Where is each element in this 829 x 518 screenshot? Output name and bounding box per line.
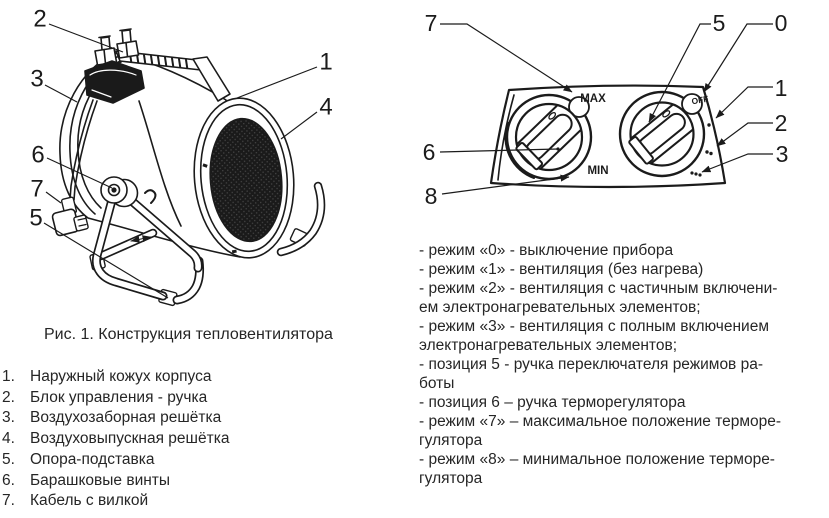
callout-5: 5 [29, 204, 43, 232]
thermostat-center-dot [556, 147, 559, 150]
parts-list-item: 6. Барашковые винты [2, 471, 171, 489]
callout-3: 3 [775, 141, 789, 167]
max-label: MAX [580, 93, 606, 105]
heater-drawing [52, 29, 321, 306]
note-line: - позиция 5 - ручка переключателя режимов ра- [419, 356, 764, 373]
note-line: гулятора [419, 432, 483, 449]
parts-list-item: 5. Опора-подставка [2, 450, 155, 468]
callout-2: 2 [774, 110, 788, 136]
note-line: - режим «3» - вентиляция с полным включением [419, 318, 769, 335]
mode-notes [419, 241, 825, 488]
callout-1: 1 [319, 48, 333, 76]
note-line: - режим «1» - вентиляция (без нагрева) [419, 261, 704, 278]
callout-2: 2 [33, 5, 47, 33]
parts-list-item: 7. Кабель с вилкой [2, 492, 149, 510]
note-line: электронагревательных элементов; [419, 337, 678, 354]
min-label: MIN [587, 165, 609, 177]
parts-list-item: 1. Наружный кожух корпуса [2, 368, 212, 385]
parts-list [2, 367, 229, 512]
note-line: - позиция 6 – ручка терморегулятора [419, 394, 686, 411]
note-line: ем электронагревательных элементов; [419, 299, 701, 316]
callout-6: 6 [31, 141, 45, 169]
callout-8: 8 [424, 183, 438, 209]
note-line: - режим «7» – максимальное положение терморе- [419, 413, 782, 430]
callout-4: 4 [319, 93, 333, 121]
note-line: - режим «0» - выключение прибора [419, 242, 674, 259]
note-line: - режим «8» – минимальное положение терморе- [419, 451, 775, 468]
note-line: боты [419, 375, 455, 392]
off-label: OFF [690, 93, 710, 107]
thermostat-knob [505, 95, 591, 179]
heater-construction-figure [0, 0, 415, 360]
note-line: - режим «2» - вентиляция с частичным включени- [419, 280, 778, 297]
parts-list-item: 2. Блок управления - ручка [2, 388, 208, 406]
callout-0: 0 [774, 10, 788, 36]
callout-3: 3 [30, 65, 44, 93]
callout-7: 7 [424, 10, 438, 36]
callout-7: 7 [30, 175, 44, 203]
control-panel-figure [414, 0, 829, 230]
parts-list-item: 3. Воздухозаборная решётка [2, 409, 222, 427]
parts-list-item: 4. Воздуховыпускная решётка [2, 430, 230, 448]
callout-1: 1 [774, 75, 788, 101]
callout-6: 6 [422, 139, 436, 165]
callout-5: 5 [712, 10, 726, 36]
note-line: гулятора [419, 470, 483, 487]
figure1-caption: Рис. 1. Конструкция тепловентилятора [44, 326, 333, 343]
